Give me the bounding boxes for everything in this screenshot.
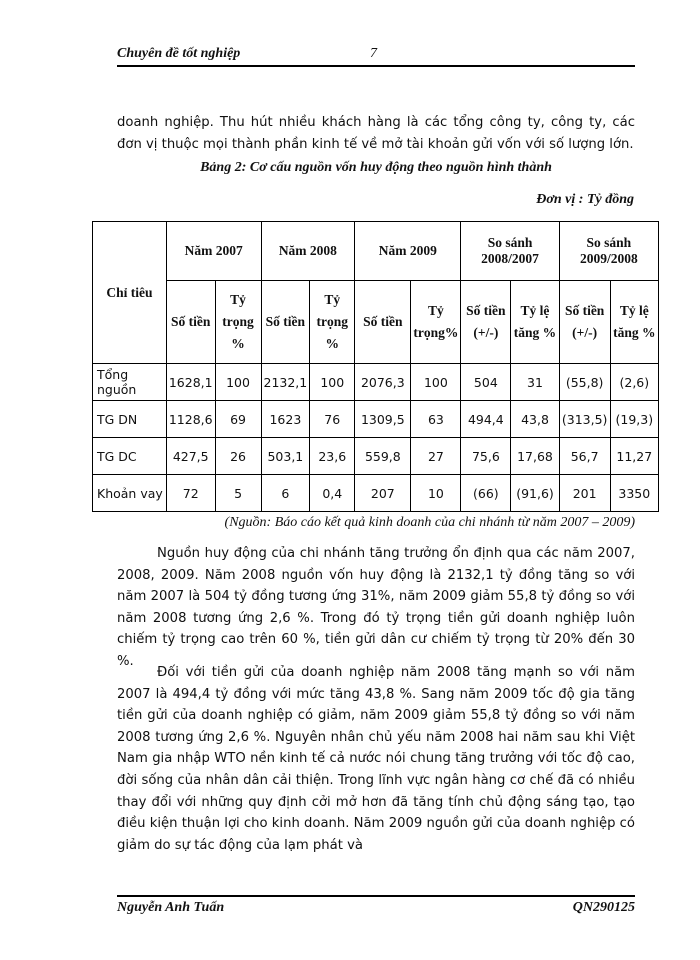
table-cell: (91,6) bbox=[511, 475, 559, 512]
table-row bbox=[93, 401, 659, 438]
source-note: (Nguồn: Báo cáo kết quả kinh doanh của chi nhánh từ năm 2007 – 2009) bbox=[224, 515, 635, 530]
table-cell: 494,4 bbox=[461, 401, 511, 438]
table-cell: 11,27 bbox=[610, 438, 658, 475]
subheader-cell: Số tiền bbox=[261, 281, 310, 364]
row-label: Tổng nguồn bbox=[93, 364, 167, 401]
intro-paragraph: doanh nghiệp. Thu hút nhiều khách hàng là các tổng công ty, công ty, các đơn vị thuộc mọi thành phần kinh tế về mở tài khoản gửi vốn với số lượng lớn. bbox=[117, 115, 635, 152]
table-cell: 10 bbox=[411, 475, 461, 512]
table-cell: 2076,3 bbox=[355, 364, 411, 401]
table-cell: (55,8) bbox=[559, 364, 610, 401]
table-cell: 6 bbox=[261, 475, 310, 512]
subheader-cell: Tỷ trọng% bbox=[411, 281, 461, 364]
page-number: 7 bbox=[370, 46, 377, 61]
subheader-cell: Tỷ lệ tăng % bbox=[610, 281, 658, 364]
footer-author: Nguyễn Anh Tuấn bbox=[117, 900, 225, 915]
table-cell: 75,6 bbox=[461, 438, 511, 475]
header-criteria: Chỉ tiêu bbox=[93, 222, 167, 364]
table-cell: 201 bbox=[559, 475, 610, 512]
footer-code: QN290125 bbox=[572, 900, 635, 915]
header-group-compare-2008-2007: So sánh 2008/2007 bbox=[461, 222, 559, 281]
header-title: Chuyên đề tốt nghiệp bbox=[117, 46, 241, 61]
table-cell: 63 bbox=[411, 401, 461, 438]
table-cell: (66) bbox=[461, 475, 511, 512]
subheader-cell: Tỷ trọng % bbox=[310, 281, 355, 364]
table-cell: (19,3) bbox=[610, 401, 658, 438]
table-cell: 504 bbox=[461, 364, 511, 401]
table-cell: 559,8 bbox=[355, 438, 411, 475]
table-cell: 31 bbox=[511, 364, 559, 401]
footer-rule bbox=[117, 895, 635, 897]
table-cell: 76 bbox=[310, 401, 355, 438]
header-group-2009: Năm 2009 bbox=[355, 222, 461, 281]
table-cell: 100 bbox=[215, 364, 261, 401]
table-cell: 1628,1 bbox=[166, 364, 215, 401]
table-cell: 207 bbox=[355, 475, 411, 512]
table-cell: 72 bbox=[166, 475, 215, 512]
capital-structure-table bbox=[92, 221, 659, 512]
table-cell: 1309,5 bbox=[355, 401, 411, 438]
row-label: TG DC bbox=[93, 438, 167, 475]
row-label: TG DN bbox=[93, 401, 167, 438]
body-paragraph-3: Đối với tiền gửi của doanh nghiệp năm 2008 tăng mạnh so với năm 2007 là 494,4 tỷ đồng với mức tăng 43,8 %. Sang năm 2009 tốc độ gia tăng tiền gửi của doanh nghiệp có giảm, năm 2009 giảm 55,8 tỷ đồng so với năm 2008 tương ứng 2,6 %. Nguyên nhân chủ yếu năm 2008 hai năm sau khi Việt Nam gia nhập WTO nền kinh tế cả nước nói chung tăng trưởng với tốc độ cao, đời sống của nhân dân cải thiện. Trong lĩnh vực ngân hàng cơ chế đã có nhiều thay đổi với những quy định cởi mở hơn đã tăng tính chủ động sáng tạo, tạo điều kiện thuận lợi cho kinh doanh. Năm 2009 nguồn gửi của doanh nghiệp có giảm do sự tác động của lạm phát và bbox=[117, 665, 635, 853]
table-cell: 427,5 bbox=[166, 438, 215, 475]
table-row bbox=[93, 364, 659, 401]
page-footer bbox=[117, 900, 635, 920]
table-cell: 27 bbox=[411, 438, 461, 475]
table-cell: 0,4 bbox=[310, 475, 355, 512]
table-cell: 100 bbox=[310, 364, 355, 401]
row-label: Khoản vay bbox=[93, 475, 167, 512]
table-cell: 69 bbox=[215, 401, 261, 438]
unit-label: Đơn vị : Tỷ đồng bbox=[536, 192, 634, 207]
table-caption: Bảng 2: Cơ cấu nguồn vốn huy động theo nguồn hình thành bbox=[200, 160, 552, 175]
table-row bbox=[93, 475, 659, 512]
table-cell: (313,5) bbox=[559, 401, 610, 438]
header-group-2007: Năm 2007 bbox=[166, 222, 261, 281]
subheader-cell: Số tiền bbox=[166, 281, 215, 364]
page-header bbox=[117, 46, 637, 66]
header-group-2008: Năm 2008 bbox=[261, 222, 355, 281]
table-cell: 100 bbox=[411, 364, 461, 401]
table-cell: 1623 bbox=[261, 401, 310, 438]
table-cell: 43,8 bbox=[511, 401, 559, 438]
table-cell: 2132,1 bbox=[261, 364, 310, 401]
header-group-compare-2009-2008: So sánh 2009/2008 bbox=[559, 222, 658, 281]
table-cell: 56,7 bbox=[559, 438, 610, 475]
table-cell: 5 bbox=[215, 475, 261, 512]
table-cell: 1128,6 bbox=[166, 401, 215, 438]
table-cell: 26 bbox=[215, 438, 261, 475]
table-cell: 17,68 bbox=[511, 438, 559, 475]
subheader-cell: Số tiền (+/-) bbox=[559, 281, 610, 364]
subheader-cell: Số tiền (+/-) bbox=[461, 281, 511, 364]
table-row bbox=[93, 438, 659, 475]
table-cell: 23,6 bbox=[310, 438, 355, 475]
header-rule bbox=[117, 65, 635, 67]
subheader-cell: Tỷ trọng % bbox=[215, 281, 261, 364]
subheader-cell: Số tiền bbox=[355, 281, 411, 364]
body-paragraph-2: Nguồn huy động của chi nhánh tăng trưởng ổn định qua các năm 2007, 2008, 2009. Năm 2008 nguồn vốn huy động là 2132,1 tỷ đồng tăng so với năm 2007 là 504 tỷ đồng tương ứng 31%, năm 2009 giảm 55,8 tỷ đồng so với năm 2008 tương ứng 2,6 %. Trong đó tỷ trọng tiền gửi doanh nghiệp luôn chiếm tỷ trọng cao trên 60 %, tiền gửi dân cư chiếm tỷ trọng từ 20% đến 30 %. bbox=[117, 546, 635, 669]
subheader-cell: Tỷ lệ tăng % bbox=[511, 281, 559, 364]
table-cell: (2,6) bbox=[610, 364, 658, 401]
table-cell: 503,1 bbox=[261, 438, 310, 475]
table-cell: 3350 bbox=[610, 475, 658, 512]
